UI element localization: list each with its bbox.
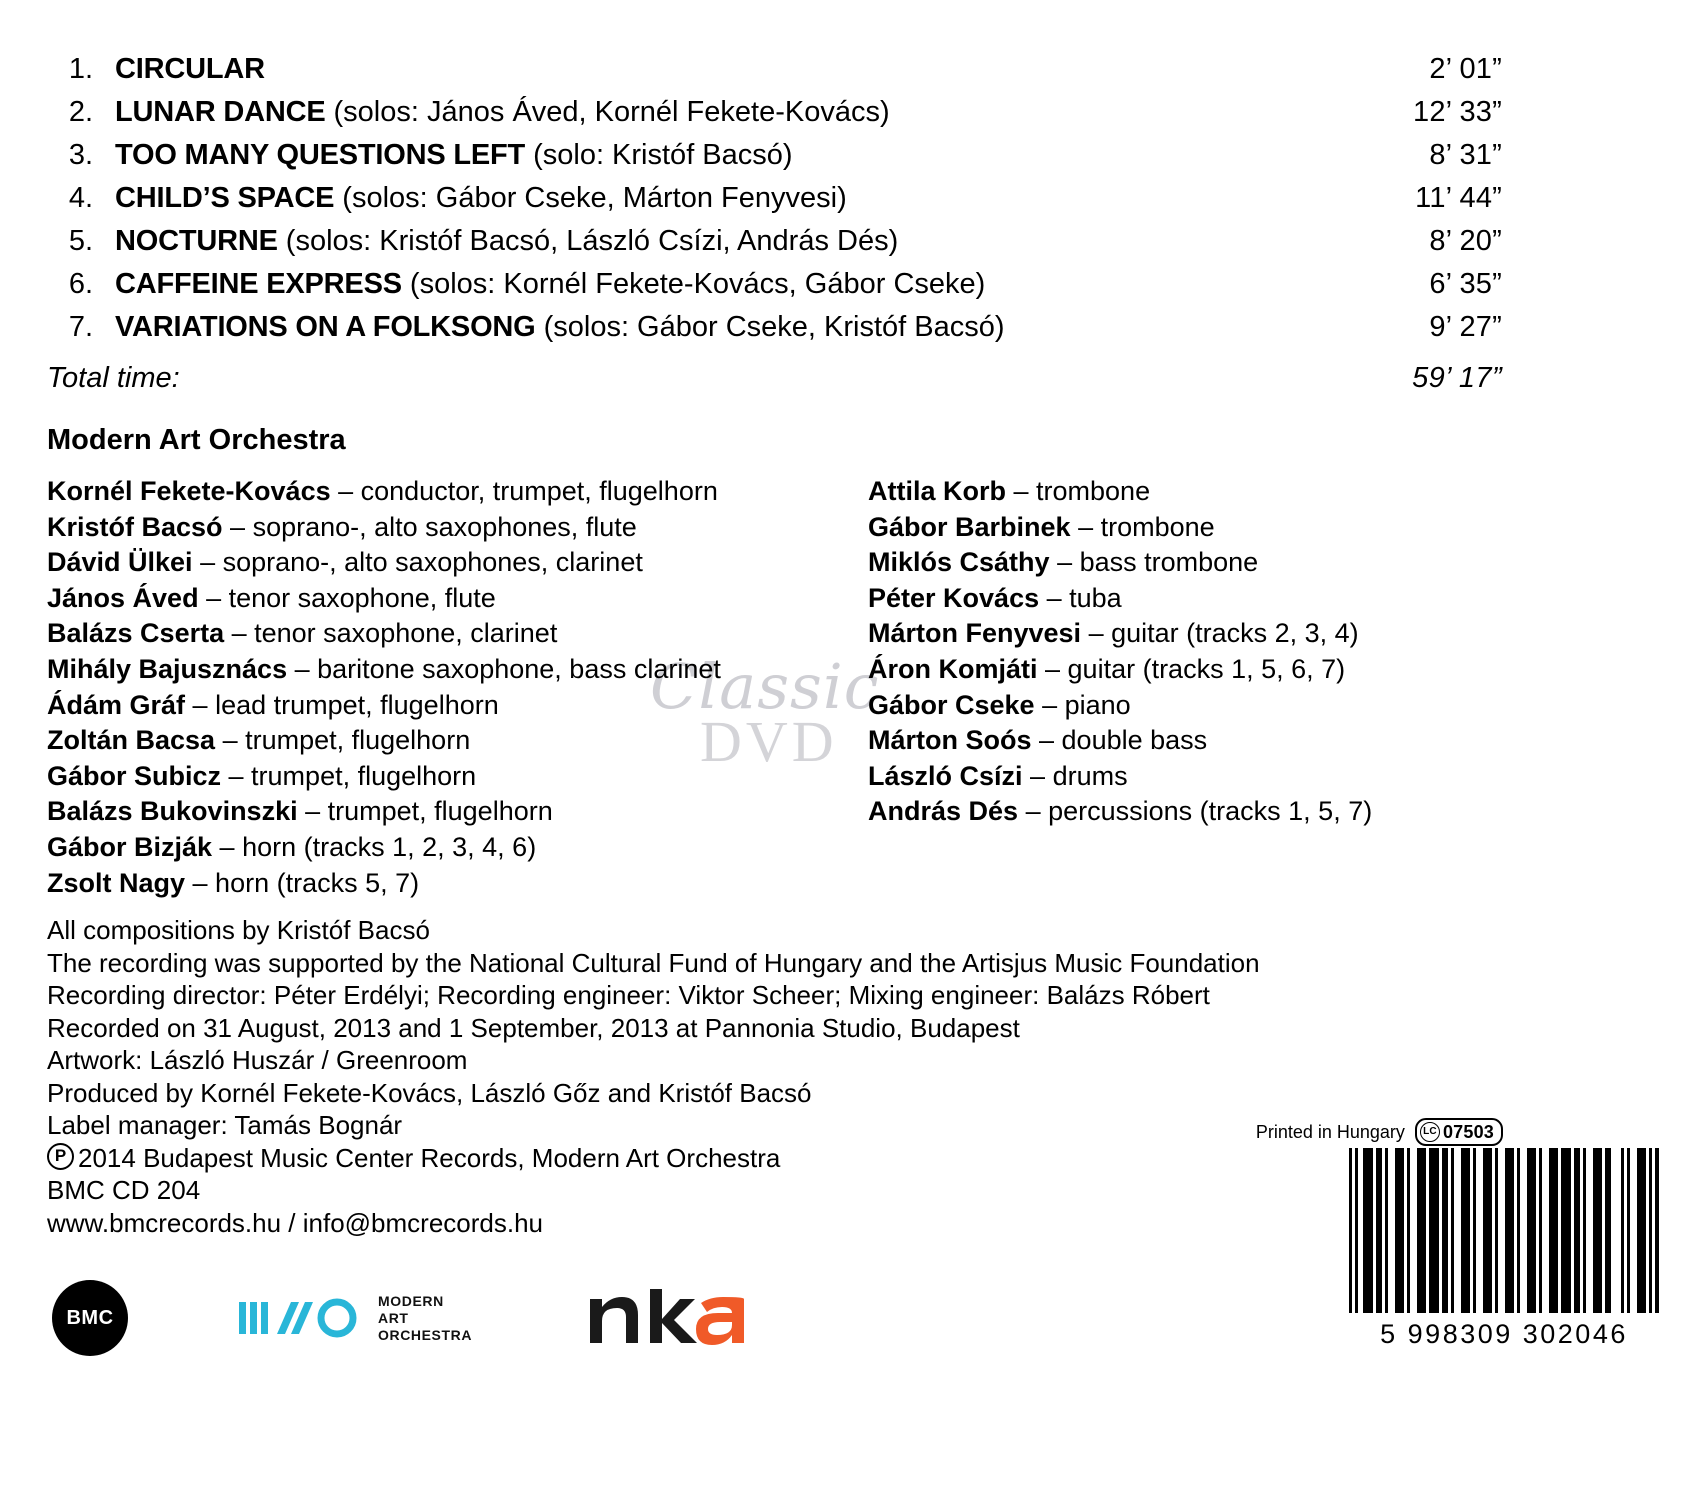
musician-row (868, 652, 1508, 688)
track-row (47, 177, 1502, 220)
musician-row (868, 688, 1508, 724)
track-title: LUNAR DANCE (115, 96, 326, 128)
bmc-logo (52, 1280, 128, 1356)
musician-row (47, 723, 867, 759)
musician-name: Zsolt Nagy (47, 867, 186, 898)
musician-role: – tuba (1039, 582, 1122, 613)
musician-name: András Dés (868, 796, 1019, 827)
musician-name: Dávid Ülkei (47, 547, 193, 578)
catalog-number: BMC CD 204 (47, 1175, 201, 1205)
musicians-left-column (47, 474, 867, 901)
track-number: 3. (68, 139, 93, 171)
musician-name: Balázs Cserta (47, 618, 225, 649)
musician-role: – baritone saxophone, bass clarinet (287, 653, 721, 684)
musician-row (47, 510, 867, 546)
track-solos: (solo: Kristóf Bacsó) (525, 139, 793, 171)
musician-name: Péter Kovács (868, 582, 1040, 613)
musician-role: – piano (1034, 689, 1131, 720)
musician-row (47, 545, 867, 581)
musician-name: Gábor Bizják (47, 831, 213, 862)
total-time-label: Total time: (47, 362, 180, 394)
musician-role: – trombone (1070, 511, 1215, 542)
musician-name: Kornél Fekete-Kovács (47, 476, 331, 506)
logo-row (52, 1278, 752, 1358)
track-row (47, 306, 1502, 349)
copyright-text: 2014 Budapest Music Center Records, Modern Art Orchestra (78, 1142, 781, 1173)
musician-row (47, 830, 867, 866)
track-list (47, 48, 1502, 349)
track-title-block (93, 177, 1415, 220)
musician-role: – lead trumpet, flugelhorn (185, 689, 499, 720)
barcode-number: 5 998309 302046 (1380, 1319, 1628, 1349)
track-number: 7. (68, 311, 93, 343)
musician-role: – double bass (1031, 725, 1208, 756)
print-info (1256, 1118, 1503, 1146)
musician-name: Ádám Gráf (47, 689, 186, 720)
track-duration: 11’ 44” (1415, 182, 1502, 214)
total-time-value: 59’ 17” (1412, 362, 1502, 394)
credits-block (47, 914, 1347, 1239)
musician-row (868, 616, 1508, 652)
musician-row (868, 723, 1508, 759)
credit-line: Produced by Kornél Fekete-Kovács, László Gőz and Kristóf Bacsó (47, 1077, 812, 1108)
musician-name: Kristóf Bacsó (47, 511, 223, 542)
credit-line: Recording director: Péter Erdélyi; Recording engineer: Viktor Scheer; Mixing engineer: Balázs Róbert (47, 980, 1210, 1010)
track-duration: 6’ 35” (1429, 268, 1502, 300)
musician-row (868, 759, 1508, 795)
track-solos: (solos: Kristóf Bacsó, László Csízi, András Dés) (277, 225, 899, 257)
track-duration: 12’ 33” (1413, 96, 1502, 128)
musician-row (868, 545, 1508, 581)
musician-role: – percussions (tracks 1, 5, 7) (1018, 796, 1373, 827)
track-title: VARIATIONS ON A FOLKSONG (115, 311, 536, 343)
orchestra-heading: Modern Art Orchestra (47, 424, 346, 456)
musician-role: – trumpet, flugelhorn (297, 796, 553, 827)
nka-logo (584, 1287, 752, 1349)
track-solos: (solos: Kornél Fekete-Kovács, Gábor Cseke) (401, 268, 986, 300)
credit-line: The recording was supported by the National Cultural Fund of Hungary and the Artisjus Music Foundation (47, 947, 1260, 978)
musician-name: János Áved (47, 582, 199, 613)
musician-row (47, 866, 867, 902)
phonogram-copyright-icon (47, 1143, 74, 1170)
musician-row (47, 688, 867, 724)
credit-line: Label manager: Tamás Bognár (47, 1110, 403, 1140)
track-duration: 8’ 20” (1429, 225, 1502, 257)
musician-role: – guitar (tracks 2, 3, 4) (1081, 618, 1359, 649)
musician-row (47, 794, 867, 830)
track-title: CHILD’S SPACE (115, 182, 335, 214)
label-code-badge (1415, 1118, 1503, 1146)
musician-row (47, 474, 867, 510)
printed-in-label: Printed in Hungary (1255, 1121, 1405, 1142)
musician-name: Áron Komjáti (868, 653, 1038, 684)
musician-name: Márton Soós (868, 725, 1032, 756)
musician-row (47, 581, 867, 617)
watermark-script-text: Classic (650, 650, 880, 723)
musician-role: – trombone (1006, 476, 1151, 506)
mao-logo-text (378, 1293, 472, 1344)
track-title-block (93, 48, 1429, 91)
musician-name: Miklós Csáthy (868, 547, 1050, 578)
track-number: 6. (68, 268, 93, 300)
track-row (47, 220, 1502, 263)
musician-name: Gábor Subicz (47, 760, 222, 791)
track-title: TOO MANY QUESTIONS LEFT (115, 139, 526, 171)
track-solos: (solos: Gábor Cseke, Márton Fenyvesi) (334, 182, 847, 214)
track-solos: (solos: János Áved, Kornél Fekete-Kovács) (325, 96, 890, 128)
modern-art-orchestra-logo (239, 1293, 472, 1344)
credit-line: Recorded on 31 August, 2013 and 1 September, 2013 at Pannonia Studio, Budapest (47, 1012, 1020, 1043)
track-number: 2. (68, 96, 93, 128)
track-duration: 2’ 01” (1429, 53, 1502, 85)
musician-role: – horn (tracks 5, 7) (185, 867, 420, 898)
musicians-right-column (868, 474, 1508, 830)
track-number: 1. (68, 53, 93, 85)
musician-role: – horn (tracks 1, 2, 3, 4, 6) (212, 831, 537, 862)
track-solos: (solos: Gábor Cseke, Kristóf Bacsó) (535, 311, 1005, 343)
mao-text-line-2: ART (378, 1309, 409, 1326)
musician-name: László Csízi (868, 760, 1023, 791)
track-row (47, 263, 1502, 306)
musician-role: – conductor, trumpet, flugelhorn (330, 476, 718, 506)
musician-row (47, 652, 867, 688)
nka-logo-mark (584, 1287, 752, 1349)
mao-text-line-3: ORCHESTRA (378, 1326, 473, 1343)
musician-name: Zoltán Bacsa (47, 725, 216, 756)
musician-role: – trumpet, flugelhorn (215, 725, 471, 756)
musician-row (47, 616, 867, 652)
total-time-row (47, 358, 1502, 398)
track-title-block (93, 91, 1413, 134)
mao-text-line-1: MODERN (378, 1292, 444, 1309)
track-row (47, 134, 1502, 177)
musician-row (868, 510, 1508, 546)
track-number: 5. (68, 225, 93, 257)
credit-line: All compositions by Kristóf Bacsó (47, 915, 430, 945)
musician-name: Mihály Bajusznács (47, 653, 288, 684)
lc-code: 07503 (1442, 1121, 1494, 1142)
track-number: 4. (68, 182, 93, 214)
musician-role: – soprano-, alto saxophones, flute (222, 511, 637, 542)
musician-row (868, 474, 1508, 510)
musician-name: Gábor Cseke (868, 689, 1035, 720)
barcode-bars (1349, 1148, 1659, 1313)
track-duration: 8’ 31” (1429, 139, 1502, 171)
track-title: NOCTURNE (115, 225, 278, 257)
track-title-block (93, 306, 1429, 349)
musician-name: Gábor Barbinek (868, 511, 1071, 542)
mao-logo-mark (239, 1298, 365, 1338)
track-title: CIRCULAR (115, 53, 265, 85)
musician-name: Márton Fenyvesi (868, 618, 1082, 649)
musician-role: – bass trombone (1049, 547, 1259, 578)
musician-row (868, 581, 1508, 617)
lc-icon (1420, 1122, 1440, 1142)
musician-name: Attila Korb (868, 476, 1006, 506)
musician-role: – guitar (tracks 1, 5, 6, 7) (1037, 653, 1346, 684)
musician-role: – drums (1022, 760, 1128, 791)
track-title: CAFFEINE EXPRESS (115, 268, 402, 300)
musician-role: – tenor saxophone, clarinet (224, 618, 558, 649)
musician-role: – soprano-, alto saxophones, clarinet (192, 547, 643, 578)
track-duration: 9’ 27” (1429, 311, 1502, 343)
musician-role: – trumpet, flugelhorn (221, 760, 477, 791)
track-title-block (93, 134, 1429, 177)
barcode (1349, 1148, 1659, 1350)
watermark-sub-text: DVD (700, 709, 838, 774)
musician-row (868, 794, 1508, 830)
track-title-block (93, 263, 1429, 306)
musician-name: Balázs Bukovinszki (47, 796, 298, 827)
track-row (47, 91, 1502, 134)
credit-line: Artwork: László Huszár / Greenroom (47, 1045, 468, 1075)
track-row (47, 48, 1502, 91)
musician-row (47, 759, 867, 795)
copyright-line (47, 1142, 1347, 1175)
track-title-block (93, 220, 1429, 263)
bmc-logo-text: BMC (66, 1306, 114, 1329)
musician-role: – tenor saxophone, flute (198, 582, 496, 613)
website-line: www.bmcrecords.hu / info@bmcrecords.hu (47, 1207, 544, 1238)
